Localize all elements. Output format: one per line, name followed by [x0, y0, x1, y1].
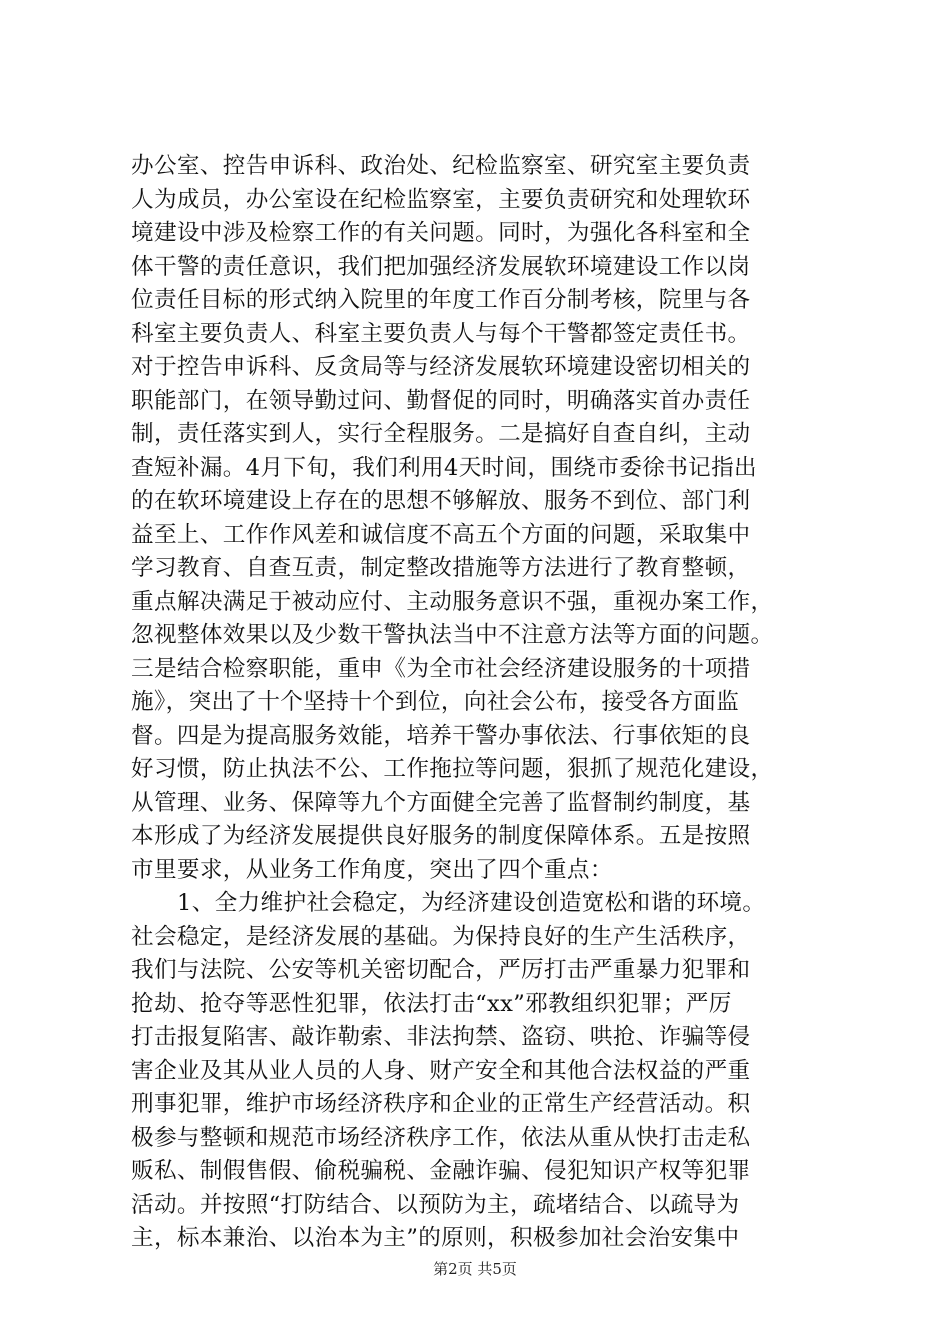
- text-line: 抢劫、抢夺等恶性犯罪，依法打击“xx”邪教组织犯罪；严厉: [131, 990, 732, 1017]
- text-line: 体干警的责任意识，我们把加强经济发展软环境建设工作以岗: [131, 253, 751, 280]
- text-line: 打击报复陷害、敲诈勒索、非法拘禁、盗窃、哄抢、诈骗等侵: [131, 1024, 751, 1050]
- text-line: 贩私、制假售假、偷税骗税、金融诈骗、侵犯知识产权等犯罪: [131, 1158, 751, 1184]
- text-line: 督。四是为提高服务效能，培养干警办事依法、行事依矩的良: [131, 722, 751, 749]
- text-line: 从管理、业务、保障等九个方面健全完善了监督制约制度，基: [131, 789, 751, 816]
- text-line: 活动。并按照“打防结合、以预防为主，疏堵结合、以疏导为: [131, 1191, 740, 1218]
- text-line: 市里要求，从业务工作角度，突出了四个重点：: [131, 856, 613, 883]
- body-text: [131, 150, 831, 1256]
- text-line: 主，标本兼治、以治本为主”的原则，积极参加社会治安集中: [131, 1225, 740, 1251]
- text-line: 本形成了为经济发展提供良好服务的制度保障体系。五是按照: [131, 823, 751, 849]
- text-line: 查短补漏。4月下旬，我们利用4天时间，围绕市委徐书记指出: [131, 454, 757, 481]
- text-line: 人为成员，办公室设在纪检监察室，主要负责研究和处理软环: [131, 186, 751, 213]
- text-line: 我们与法院、公安等机关密切配合，严厉打击严重暴力犯罪和: [131, 957, 751, 983]
- text-line: 社会稳定，是经济发展的基础。为保持良好的生产生活秩序，: [131, 923, 751, 950]
- text-line: 害企业及其从业人员的人身、财产安全和其他合法权益的严重: [131, 1057, 751, 1084]
- text-line: 刑事犯罪，维护市场经济秩序和企业的正常生产经营活动。积: [131, 1091, 751, 1117]
- paragraph-heading: 1、全力维护社会稳定，为经济建设创造宽松和谐的环境。: [177, 890, 766, 916]
- text-line: 职能部门，在领导勤过问、勤督促的同时，明确落实首办责任: [131, 387, 751, 414]
- text-line: 境建设中涉及检察工作的有关问题。同时，为强化各科室和全: [131, 220, 751, 246]
- text-line: 对于控告申诉科、反贪局等与经济发展软环境建设密切相关的: [131, 354, 751, 380]
- text-line: 三是结合检察职能，重申《为全市社会经济建设服务的十项措: [131, 655, 751, 682]
- text-line: 好习惯，防止执法不公、工作拖拉等问题，狠抓了规范化建设，: [131, 756, 774, 782]
- text-line: 位责任目标的形式纳入院里的年度工作百分制考核，院里与各: [131, 287, 751, 313]
- page-number-footer: 第2页 共5页: [433, 1260, 517, 1278]
- text-line: 极参与整顿和规范市场经济秩序工作，依法从重从快打击走私: [131, 1124, 751, 1151]
- text-line: 的在软环境建设上存在的思想不够解放、服务不到位、部门利: [131, 488, 751, 514]
- text-line: 制，责任落实到人，实行全程服务。二是搞好自查自纠，主动: [131, 421, 751, 447]
- text-line: 办公室、控告申诉科、政治处、纪检监察室、研究室主要负责: [131, 153, 751, 179]
- text-line: 科室主要负责人、科室主要负责人与每个干警都签定责任书。: [131, 320, 751, 347]
- text-line: 施》，突出了十个坚持十个到位，向社会公布，接受各方面监: [131, 689, 740, 715]
- text-line: 学习教育、自查互责，制定整改措施等方法进行了教育整顿，: [131, 555, 751, 581]
- text-line: 忽视整体效果以及少数干警执法当中不注意方法等方面的问题。: [131, 622, 774, 648]
- text-line: 益至上、工作作风差和诚信度不高五个方面的问题，采取集中: [131, 521, 751, 548]
- text-line: 重点解决满足于被动应付、主动服务意识不强，重视办案工作，: [131, 588, 774, 615]
